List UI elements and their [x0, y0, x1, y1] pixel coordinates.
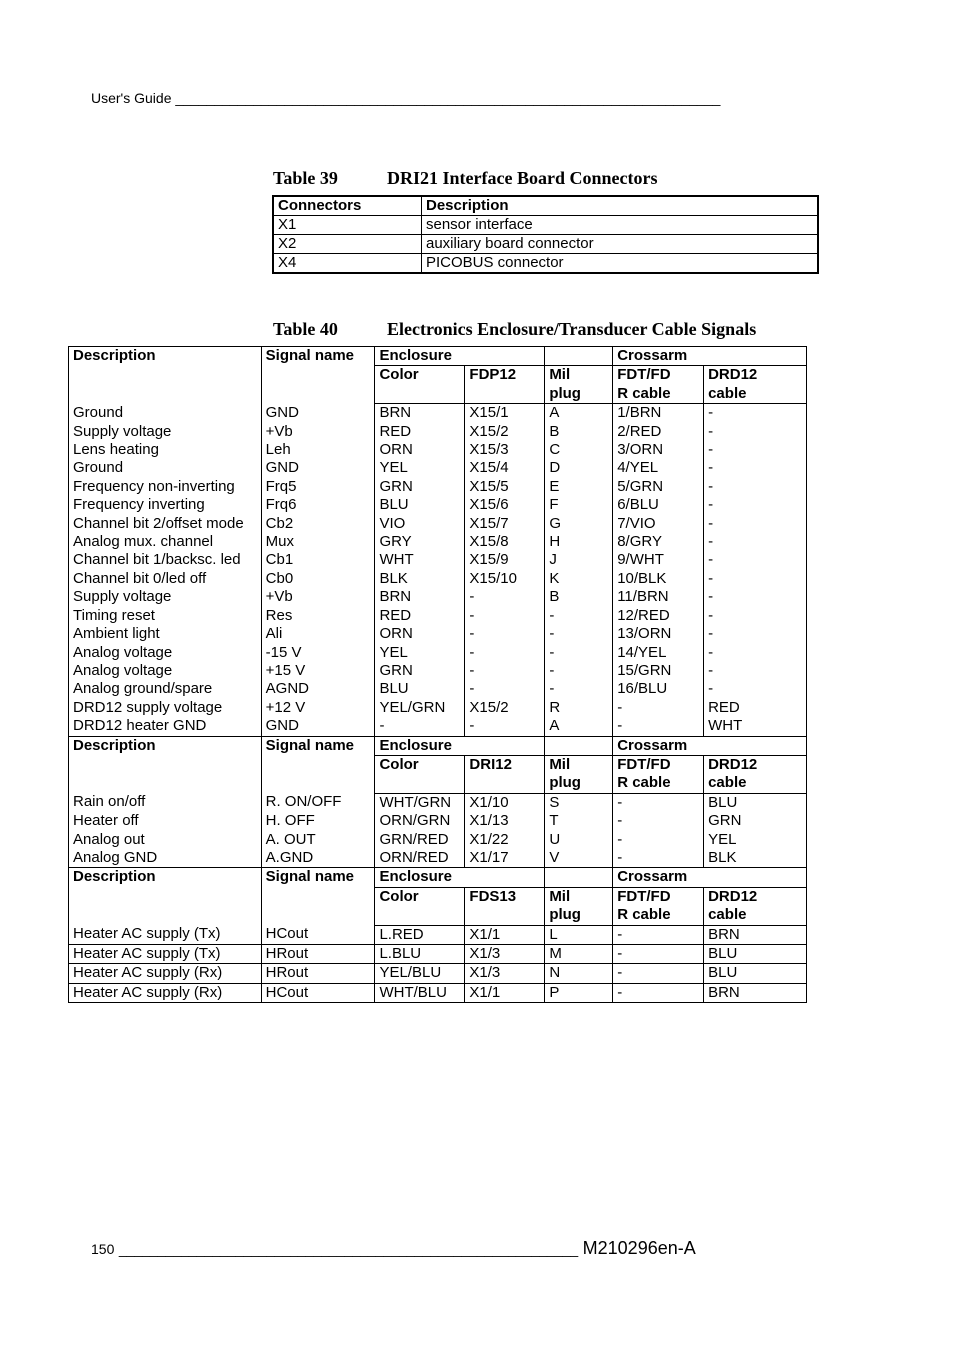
table-cell: YEL/GRN — [375, 699, 465, 717]
table-cell: V — [545, 849, 613, 868]
table-cell: GRN — [375, 662, 465, 680]
page-header: User's Guide ______________________________________________________________________ — [91, 90, 721, 106]
table-cell: X15/1 — [465, 404, 545, 423]
table-cell: GRY — [375, 533, 465, 551]
table-cell: BLK — [375, 570, 465, 588]
table-row — [69, 607, 807, 625]
table-row — [69, 459, 807, 477]
table-cell: N — [545, 964, 613, 983]
table-cell: BRN — [704, 925, 807, 944]
table-cell: X15/6 — [465, 496, 545, 514]
connector-header: DRI12 — [465, 755, 545, 793]
table-row — [69, 812, 807, 830]
table-cell: A — [545, 404, 613, 423]
table-cell: +15 V — [261, 662, 375, 680]
table-row — [69, 441, 807, 459]
fdt-cable-header-line1: FDT/FD — [617, 366, 671, 384]
table-cell: Heater AC supply (Rx) — [69, 964, 262, 983]
table-cell: H — [545, 533, 613, 551]
table-cell: Frequency non-inverting — [69, 478, 262, 496]
table-row — [273, 254, 818, 274]
table-row — [69, 983, 807, 1002]
table-cell: - — [465, 588, 545, 606]
footer-rule: ___________________________________________________________ — [118, 1241, 579, 1257]
table-cell: YEL — [704, 831, 807, 849]
table-cell: - — [465, 680, 545, 698]
table-row — [69, 662, 807, 680]
table-cell: HRout — [261, 964, 375, 983]
table-cell: F — [545, 496, 613, 514]
table-cell: - — [465, 607, 545, 625]
table-cell: 16/BLU — [613, 680, 704, 698]
table-cell: R. ON/OFF — [261, 793, 375, 812]
table-cell: Cb1 — [261, 551, 375, 569]
table-cell: BLU — [375, 496, 465, 514]
fdt-cable-header — [613, 887, 704, 925]
table-cell: - — [613, 699, 704, 717]
table-cell: Analog mux. channel — [69, 533, 262, 551]
table-row — [69, 925, 807, 944]
description-header: Description — [69, 736, 262, 793]
table-cell: Channel bit 2/offset mode — [69, 515, 262, 533]
table-cell: - — [704, 533, 807, 551]
table-cell: 7/VIO — [613, 515, 704, 533]
table-cell: X15/3 — [465, 441, 545, 459]
drd12-cable-header-line1: DRD12 — [708, 887, 758, 905]
table-cell: X1/22 — [465, 831, 545, 849]
page-footer — [91, 1238, 696, 1259]
fdt-cable-header — [613, 755, 704, 793]
table-cell: Heater AC supply (Tx) — [69, 925, 262, 944]
table-cell: Mux — [261, 533, 375, 551]
table-cell: ORN/GRN — [375, 812, 465, 830]
table-cell: BLK — [704, 849, 807, 868]
table-cell: Heater AC supply (Tx) — [69, 945, 262, 964]
drd12-cable-header-line1: DRD12 — [708, 755, 758, 773]
enclosure-header: Enclosure — [375, 736, 545, 755]
table-cell: L.RED — [375, 925, 465, 944]
table-cell: 4/YEL — [613, 459, 704, 477]
table-row — [69, 945, 807, 964]
table-cell: 1/BRN — [613, 404, 704, 423]
table-cell: - — [704, 607, 807, 625]
table-cell: 11/BRN — [613, 588, 704, 606]
table-row — [69, 699, 807, 717]
table-row — [69, 570, 807, 588]
table-cell: X1/1 — [465, 925, 545, 944]
table-row — [69, 423, 807, 441]
table-cell: - — [704, 644, 807, 662]
table39-title: DRI21 Interface Board Connectors — [387, 168, 658, 188]
table-cell: X1/3 — [465, 964, 545, 983]
table-cell: Analog voltage — [69, 662, 262, 680]
table-cell: 8/GRY — [613, 533, 704, 551]
table-cell: B — [545, 423, 613, 441]
drd12-cable-header-line2: cable — [708, 906, 747, 924]
crossarm-header: Crossarm — [613, 736, 807, 755]
table-cell: R — [545, 699, 613, 717]
table-cell: C — [545, 441, 613, 459]
table-cell: HCout — [261, 925, 375, 944]
table-cell: Ground — [69, 404, 262, 423]
crossarm-header: Crossarm — [613, 868, 807, 887]
table-cell: DRD12 supply voltage — [69, 699, 262, 717]
table-cell: +12 V — [261, 699, 375, 717]
empty-header-cell — [545, 868, 613, 887]
table-cell: GRN — [704, 812, 807, 830]
table-cell: X4 — [273, 254, 422, 274]
table-cell: WHT — [375, 551, 465, 569]
table-cell: D — [545, 459, 613, 477]
table-cell: YEL — [375, 644, 465, 662]
table-cell: X1/1 — [465, 983, 545, 1002]
table40-caption — [273, 319, 756, 340]
table-cell: - — [613, 925, 704, 944]
table-cell: - — [375, 717, 465, 736]
table-cell: S — [545, 793, 613, 812]
table-cell: 12/RED — [613, 607, 704, 625]
table-cell: - — [704, 404, 807, 423]
table-cell: - — [704, 478, 807, 496]
table-row — [69, 515, 807, 533]
table-cell: 15/GRN — [613, 662, 704, 680]
table-cell: 9/WHT — [613, 551, 704, 569]
table-cell: - — [545, 625, 613, 643]
table-cell: WHT — [704, 717, 807, 736]
table-cell: X1/10 — [465, 793, 545, 812]
table40-header-row — [69, 868, 807, 887]
drd12-cable-header-line1: DRD12 — [708, 366, 758, 384]
table-row — [69, 717, 807, 736]
fdt-cable-header-line2: R cable — [617, 384, 671, 402]
table-cell: H. OFF — [261, 812, 375, 830]
table-cell: - — [704, 496, 807, 514]
table-cell: - — [704, 588, 807, 606]
table-row — [69, 533, 807, 551]
table-cell: Frequency inverting — [69, 496, 262, 514]
fdt-cable-header-line1: FDT/FD — [617, 755, 671, 773]
table-cell: auxiliary board connector — [422, 235, 819, 254]
table-cell: B — [545, 588, 613, 606]
table40-header-row — [69, 347, 807, 366]
table40 — [68, 346, 807, 1003]
table-cell: 10/BLK — [613, 570, 704, 588]
drd12-cable-header — [704, 755, 807, 793]
table-cell: GRN — [375, 478, 465, 496]
table-cell: K — [545, 570, 613, 588]
table-cell: - — [704, 459, 807, 477]
table-cell: Heater off — [69, 812, 262, 830]
table-cell: Channel bit 1/backsc. led — [69, 551, 262, 569]
mil-plug-header-line1: Mil — [549, 887, 571, 905]
table-cell: BRN — [375, 404, 465, 423]
table-cell: Ambient light — [69, 625, 262, 643]
table-cell: - — [613, 945, 704, 964]
table-cell: J — [545, 551, 613, 569]
drd12-cable-header — [704, 366, 807, 404]
table-cell: Heater AC supply (Rx) — [69, 983, 262, 1002]
mil-plug-header-line2: plug — [549, 384, 581, 402]
table-cell: Cb2 — [261, 515, 375, 533]
table-cell: 13/ORN — [613, 625, 704, 643]
table-cell: P — [545, 983, 613, 1002]
color-header: Color — [375, 366, 465, 404]
table-row — [69, 404, 807, 423]
table-row — [69, 478, 807, 496]
signal-name-header: Signal name — [261, 868, 375, 925]
table-cell: BLU — [704, 964, 807, 983]
table-row — [69, 551, 807, 569]
table-cell: YEL/BLU — [375, 964, 465, 983]
table-cell: 14/YEL — [613, 644, 704, 662]
table39-caption — [273, 168, 657, 189]
color-header: Color — [375, 887, 465, 925]
table-cell: - — [613, 793, 704, 812]
table-cell: - — [545, 644, 613, 662]
mil-plug-header — [545, 755, 613, 793]
table-cell: RED — [375, 423, 465, 441]
table-cell: GRN/RED — [375, 831, 465, 849]
table-cell: -15 V — [261, 644, 375, 662]
fdt-cable-header-line2: R cable — [617, 774, 671, 792]
table-cell: +Vb — [261, 423, 375, 441]
table-cell: Leh — [261, 441, 375, 459]
table-cell: X15/2 — [465, 423, 545, 441]
table-cell: - — [704, 625, 807, 643]
connector-header: FDP12 — [465, 366, 545, 404]
fdt-cable-header-line1: FDT/FD — [617, 887, 671, 905]
table-row — [69, 849, 807, 868]
table-row — [273, 216, 818, 235]
mil-plug-header-line1: Mil — [549, 366, 571, 384]
table-cell: Ali — [261, 625, 375, 643]
table-cell: A — [545, 717, 613, 736]
table-cell: DRD12 heater GND — [69, 717, 262, 736]
table-cell: RED — [704, 699, 807, 717]
table-cell: X15/8 — [465, 533, 545, 551]
table-row — [273, 235, 818, 254]
table-cell: - — [704, 551, 807, 569]
page-number: 150 — [91, 1241, 115, 1257]
mil-plug-header-line2: plug — [549, 906, 581, 924]
table-cell: Frq6 — [261, 496, 375, 514]
enclosure-header: Enclosure — [375, 347, 545, 366]
table-cell: - — [613, 983, 704, 1002]
table-cell: WHT/GRN — [375, 793, 465, 812]
empty-header-cell — [545, 736, 613, 755]
table40-header-row — [69, 736, 807, 755]
table-cell: X15/10 — [465, 570, 545, 588]
table-row — [69, 588, 807, 606]
table-cell: GND — [261, 404, 375, 423]
table-cell: 3/ORN — [613, 441, 704, 459]
table-cell: Supply voltage — [69, 423, 262, 441]
table-cell: - — [704, 680, 807, 698]
table-cell: 2/RED — [613, 423, 704, 441]
empty-header-cell — [545, 347, 613, 366]
color-header: Color — [375, 755, 465, 793]
table-cell: X15/4 — [465, 459, 545, 477]
table-cell: Lens heating — [69, 441, 262, 459]
table-row — [69, 964, 807, 983]
table-cell: Analog ground/spare — [69, 680, 262, 698]
table-cell: VIO — [375, 515, 465, 533]
table-cell: RED — [375, 607, 465, 625]
mil-plug-header — [545, 366, 613, 404]
mil-plug-header-line2: plug — [549, 774, 581, 792]
signal-name-header: Signal name — [261, 736, 375, 793]
table-cell: M — [545, 945, 613, 964]
table-cell: Ground — [69, 459, 262, 477]
table-cell: X15/7 — [465, 515, 545, 533]
table-cell: 6/BLU — [613, 496, 704, 514]
table-row — [69, 680, 807, 698]
table-cell: YEL — [375, 459, 465, 477]
description-header: Description — [69, 868, 262, 925]
table-cell: Cb0 — [261, 570, 375, 588]
table39-number: Table 39 — [273, 168, 338, 188]
table-cell: - — [613, 717, 704, 736]
drd12-cable-header-line2: cable — [708, 384, 747, 402]
drd12-cable-header-line2: cable — [708, 774, 747, 792]
table-cell: - — [545, 607, 613, 625]
fdt-cable-header — [613, 366, 704, 404]
table-cell: GND — [261, 459, 375, 477]
table-row — [69, 496, 807, 514]
table-cell: - — [465, 644, 545, 662]
table-cell: T — [545, 812, 613, 830]
table-row — [69, 793, 807, 812]
table-cell: BLU — [375, 680, 465, 698]
table40-title: Electronics Enclosure/Transducer Cable Signals — [387, 319, 757, 339]
table-cell: G — [545, 515, 613, 533]
description-header: Description — [69, 347, 262, 404]
table-cell: - — [613, 964, 704, 983]
table-cell: - — [704, 570, 807, 588]
enclosure-header: Enclosure — [375, 868, 545, 887]
table-cell: E — [545, 478, 613, 496]
table-cell: - — [465, 717, 545, 736]
mil-plug-header — [545, 887, 613, 925]
table-cell: HCout — [261, 983, 375, 1002]
mil-plug-header-line1: Mil — [549, 755, 571, 773]
table-cell: ORN/RED — [375, 849, 465, 868]
table-cell: Analog out — [69, 831, 262, 849]
table-cell: +Vb — [261, 588, 375, 606]
table-cell: L.BLU — [375, 945, 465, 964]
table39-header-cell: Description — [422, 196, 819, 216]
table-cell: - — [704, 515, 807, 533]
table-cell: Res — [261, 607, 375, 625]
connector-header: FDS13 — [465, 887, 545, 925]
table-cell: PICOBUS connector — [422, 254, 819, 274]
table-row — [69, 831, 807, 849]
table-cell: - — [704, 662, 807, 680]
signal-name-header: Signal name — [261, 347, 375, 404]
table-cell: L — [545, 925, 613, 944]
table-cell: Supply voltage — [69, 588, 262, 606]
table-cell: ORN — [375, 441, 465, 459]
table-cell: AGND — [261, 680, 375, 698]
table-cell: X1/13 — [465, 812, 545, 830]
table-cell: Channel bit 0/led off — [69, 570, 262, 588]
table-cell: WHT/BLU — [375, 983, 465, 1002]
table-cell: 5/GRN — [613, 478, 704, 496]
table-cell: HRout — [261, 945, 375, 964]
table-cell: BLU — [704, 793, 807, 812]
table-cell: sensor interface — [422, 216, 819, 235]
table-cell: Analog voltage — [69, 644, 262, 662]
table39-header-row — [273, 196, 818, 216]
table-cell: Analog GND — [69, 849, 262, 868]
table-cell: - — [545, 662, 613, 680]
table-cell: Timing reset — [69, 607, 262, 625]
table-cell: Rain on/off — [69, 793, 262, 812]
table40-number: Table 40 — [273, 319, 338, 339]
table-cell: - — [704, 423, 807, 441]
document-id: M210296en-A — [582, 1238, 696, 1258]
table-cell: BLU — [704, 945, 807, 964]
table-cell: - — [465, 625, 545, 643]
table-row — [69, 644, 807, 662]
table-cell: X2 — [273, 235, 422, 254]
table-cell: X1/17 — [465, 849, 545, 868]
drd12-cable-header — [704, 887, 807, 925]
table-cell: Frq5 — [261, 478, 375, 496]
crossarm-header: Crossarm — [613, 347, 807, 366]
table-cell: A.GND — [261, 849, 375, 868]
table-cell: X15/2 — [465, 699, 545, 717]
table-cell: A. OUT — [261, 831, 375, 849]
table-cell: ORN — [375, 625, 465, 643]
table-cell: X1 — [273, 216, 422, 235]
table-cell: - — [465, 662, 545, 680]
table-cell: - — [613, 831, 704, 849]
table-cell: BRN — [704, 983, 807, 1002]
table-cell: GND — [261, 717, 375, 736]
table-cell: - — [545, 680, 613, 698]
table-cell: - — [613, 849, 704, 868]
table-row — [69, 625, 807, 643]
table-cell: - — [613, 812, 704, 830]
table-cell: X15/5 — [465, 478, 545, 496]
fdt-cable-header-line2: R cable — [617, 906, 671, 924]
table39 — [272, 195, 819, 274]
table-cell: - — [704, 441, 807, 459]
table-cell: BRN — [375, 588, 465, 606]
table-cell: X1/3 — [465, 945, 545, 964]
table-cell: U — [545, 831, 613, 849]
table39-header-cell: Connectors — [273, 196, 422, 216]
table-cell: X15/9 — [465, 551, 545, 569]
